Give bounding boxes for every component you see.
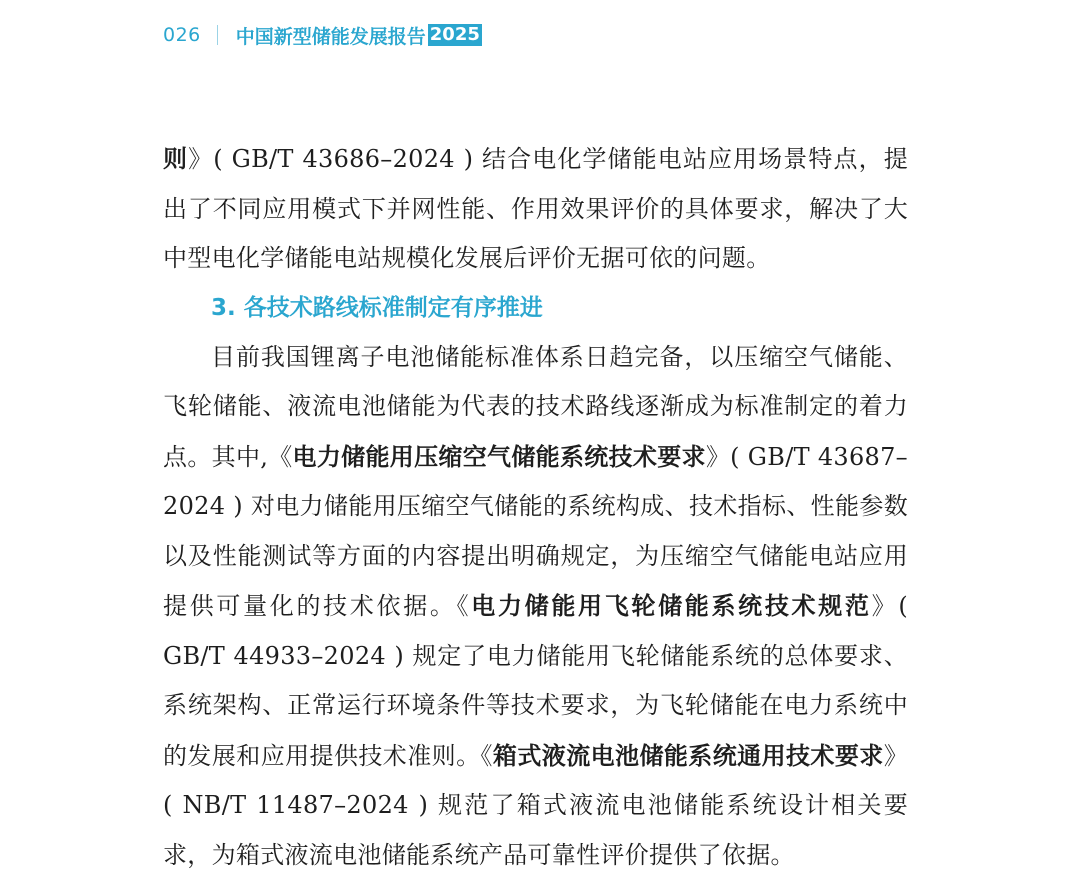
standard-desc-flow-battery: 》( NB/T 11487–2024 ) 规范了箱式液流电池储能系统设计相关要求，为箱式液流电池储能系统产品可靠性评价提供了依据。	[163, 741, 908, 869]
standard-title-flywheel: 电力储能用飞轮储能系统技术规范	[471, 591, 872, 620]
paragraph-intro: 目前我国锂离子电池储能标准体系日趋完备，以压缩空气储能、飞轮储能、液流电池储能为代表的技术路线逐渐成为标准制定的着力点。其中,《	[163, 342, 908, 471]
report-year-badge: 2025	[429, 24, 480, 45]
standard-desc-compressed-air: 》( GB/T 43687–2024 ) 对电力储能用压缩空气储能的系统构成、技术指标、性能参数以及性能测试等方面的内容提出明确规定，为压缩空气储能电站应用提供可量化的技术依据。《	[163, 442, 908, 620]
standard-title-compressed-air: 电力储能用压缩空气储能系统技术要求	[292, 441, 706, 471]
header-divider	[217, 25, 218, 45]
report-title: 中国新型储能发展报告	[235, 25, 426, 48]
page-number: 026	[163, 24, 201, 46]
paragraph-standard-evaluation	[163, 134, 908, 284]
paragraph-text: 》( GB/T 43686–2024 ) 结合电化学储能电站应用场景特点，提出了不同应用模式下并网性能、作用效果评价的具体要求，解决了大中型电化学储能电站规模化发展后评价无据可依的问题。	[163, 145, 908, 272]
bold-fragment: 则	[163, 144, 189, 173]
section-heading: 3. 各技术路线标准制定有序推进	[211, 294, 543, 321]
page-header	[163, 20, 482, 50]
standard-desc-flywheel: 》( GB/T 44933–2024 ) 规定了电力储能用飞轮储能系统的总体要求、系统架构、正常运行环境条件等技术要求，为飞轮储能在电力系统中的发展和应用提供技术准则。《	[163, 592, 908, 770]
paragraph-technology-routes	[163, 333, 908, 881]
standard-title-flow-battery: 箱式液流电池储能系统通用技术要求	[492, 740, 884, 770]
page-body	[163, 134, 908, 880]
